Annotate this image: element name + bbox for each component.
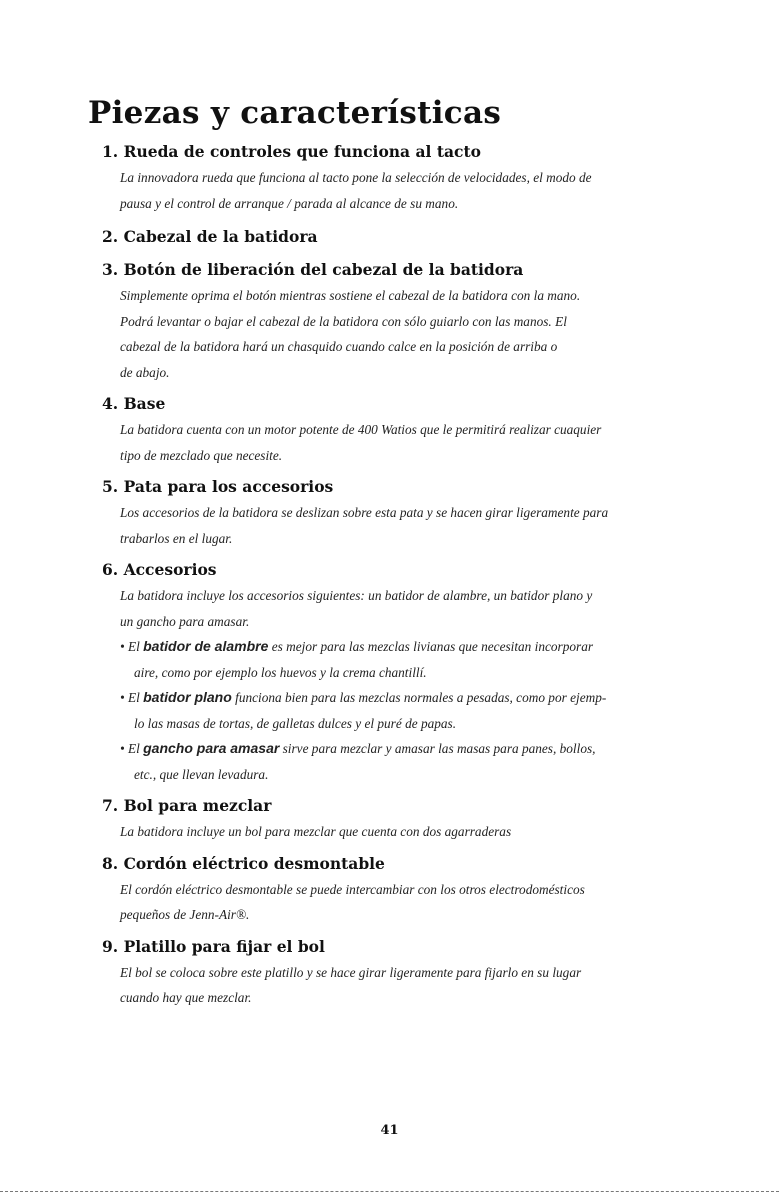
bottom-dashed-rule: [0, 1191, 779, 1192]
section-text-line: Los accesorios de la batidora se deslizan sobre esta pata y se hacen girar ligeramente para: [120, 505, 609, 520]
section-accessories: [102, 560, 712, 787]
section-mixer-head: [102, 227, 712, 247]
section-mixing-bowl: [102, 796, 712, 845]
section-control-wheel: [102, 142, 712, 216]
bullet-wire-whisk: [120, 634, 712, 660]
bullet-term: gancho para amasar: [143, 740, 280, 756]
bullet-term: batidor plano: [143, 689, 232, 705]
bullet-dough-hook: [120, 736, 712, 762]
section-heading: 7. Bol para mezclar: [102, 796, 272, 815]
section-heading: 4. Base: [102, 394, 166, 413]
section-base: [102, 394, 712, 468]
section-text-line: El bol se coloca sobre este platillo y se hace girar ligeramente para fijarlo en su lugar: [120, 964, 582, 980]
section-text-line: trabarlos en el lugar.: [120, 530, 233, 546]
bullet-continuation: etc., que llevan levadura.: [134, 766, 269, 782]
bullet-prefix: • El: [120, 639, 144, 654]
section-text-line: La batidora incluye los accesorios siguientes: un batidor de alambre, un batidor plano y: [120, 588, 593, 603]
bullet-text: funciona bien para las mezclas normales a pesadas, como por ejemp-: [231, 690, 607, 705]
section-text-line: El cordón eléctrico desmontable se puede intercambiar con los otros electrodomésticos: [120, 881, 585, 897]
section-head-release-button: [102, 260, 712, 385]
page-number: 41: [380, 1123, 399, 1138]
bullet-continuation: aire, como por ejemplo los huevos y la crema chantillí.: [134, 664, 427, 680]
bullet-flat-beater: [120, 685, 712, 711]
section-text-line: La batidora incluye un bol para mezclar que cuenta con dos agarraderas: [120, 824, 512, 839]
section-text-line: Simplemente oprima el botón mientras sostiene el cabezal de la batidora con la mano.: [120, 288, 581, 303]
section-text-line: de abajo.: [120, 364, 170, 380]
section-bowl-plate: [102, 937, 712, 1011]
section-text-line: tipo de mezclado que necesite.: [120, 447, 283, 463]
section-heading: 8. Cordón eléctrico desmontable: [102, 853, 385, 873]
bullet-term: batidor de alambre: [143, 638, 269, 654]
bullet-prefix: • El: [120, 741, 144, 756]
section-heading: 6. Accesorios: [102, 560, 217, 579]
section-heading: 9. Platillo para fijar el bol: [102, 936, 325, 956]
section-text-line: Podrá levantar o bajar el cabezal de la batidora con sólo guiarlo con las manos. El: [120, 313, 567, 329]
section-heading: 3. Botón de liberación del cabezal de la batidora: [102, 260, 524, 279]
section-text-line: La innovadora rueda que funciona al tacto pone la selección de velocidades, el modo de: [120, 170, 592, 185]
section-accessory-shaft: [102, 477, 712, 551]
bullet-prefix: • El: [120, 690, 144, 705]
section-text-line: un gancho para amasar.: [120, 613, 250, 629]
section-heading: 5. Pata para los accesorios: [102, 477, 334, 496]
section-text-line: La batidora cuenta con un motor potente de 400 Watios que le permitirá realizar cuaquier: [120, 422, 602, 437]
bullet-text: sirve para mezclar y amasar las masas para panes, bollos,: [279, 741, 596, 756]
section-heading: 2. Cabezal de la batidora: [102, 227, 318, 246]
section-text-line: cabezal de la batidora hará un chasquido cuando calce en la posición de arriba o: [120, 339, 558, 354]
section-power-cord: [102, 854, 712, 928]
bullet-continuation: lo las masas de tortas, de galletas dulces y el puré de papas.: [134, 715, 457, 731]
parts-list: [102, 142, 712, 1011]
section-heading: 1. Rueda de controles que funciona al tacto: [102, 142, 481, 161]
section-text-line: pausa y el control de arranque / parada al alcance de su mano.: [120, 195, 459, 211]
bullet-text: es mejor para las mezclas livianas que necesitan incorporar: [268, 639, 594, 654]
section-text-line: cuando hay que mezclar.: [120, 990, 252, 1005]
page-title: Piezas y características: [88, 95, 502, 131]
section-text-line: pequeños de Jenn-Air®.: [120, 907, 250, 922]
